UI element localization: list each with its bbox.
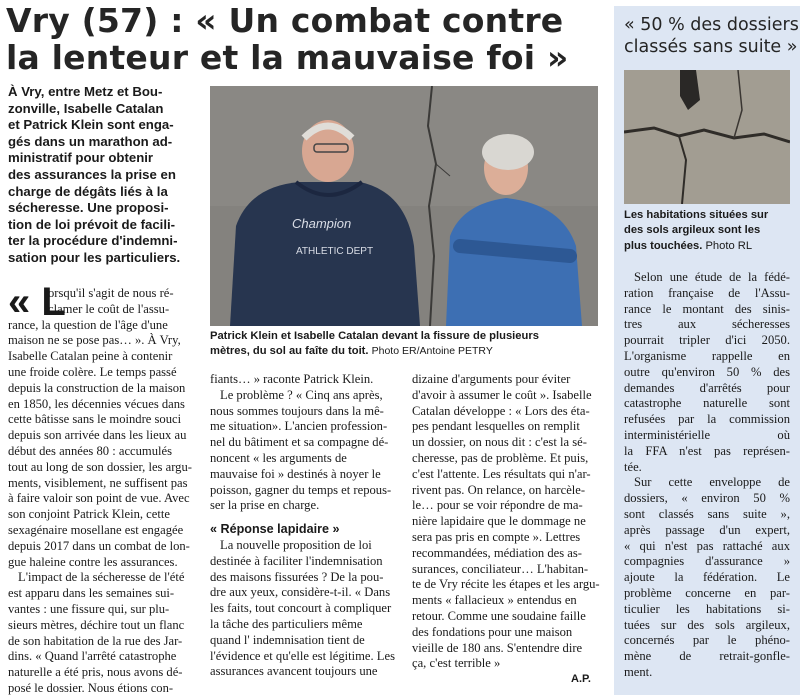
body-line: les faits, tout concourt à compliquer [210,601,392,616]
sidebar-title [624,14,799,58]
caption-text: mètres, du sol au faîte du toit. [210,345,369,357]
main-photo-illustration [210,86,598,326]
sidebar-photo-illustration [624,70,790,204]
body-line: recommandées, médiation des as- [412,545,582,560]
lead-line: gés dans un marathon ad- [8,133,173,149]
body-line: me situation». L'ancien profession- [210,419,388,434]
body-line: Le problème ? « Cinq ans après, [220,387,383,402]
body-line: posé le dossier. Nous étions con- [8,680,174,695]
body-line: vantes : une fissure qui, sur plu- [8,601,170,616]
body-line: ments « fallacieux » entendus en [412,593,577,608]
body-line: te de Vry récite les étapes et les argu- [412,577,600,592]
sidebar-line: dossiers, « environ 50 % [624,491,790,506]
sidebar-line: sont classés sans suite », [624,506,790,521]
body-line: quand l' indemnisation tient de [210,632,365,647]
body-line: la tâche des particuliers même [210,616,363,631]
sidebar-line: rance le montant des sinis- [624,301,790,316]
body-line: maison ne se pose pas… ». À Vry, [8,333,181,348]
body-line: vieille de 180 ans. S'entendre dire [412,640,583,655]
headline-line-2: la lenteur et la mauvaise foi » [6,38,569,77]
sidebar-photo-caption [624,208,796,254]
body-line: sera pas pris en compte ». Lettres [412,529,581,544]
body-line: sieurs mètres, déchire tout un flanc [8,617,185,632]
sidebar-line: Selon une étude de la fédé- [634,270,790,284]
lead-line: tion de loi prévoit de facili- [8,216,176,232]
lead-line: ministratif pour obtenir [8,150,154,166]
main-photo [210,86,598,326]
body-column-2 [210,372,402,680]
body-line: dins. « Quand l'arrêté catastrophe [8,649,177,664]
sidebar-line: Sur cette enveloppe de [634,475,790,490]
body-line: poisson, gagner du temps et repous- [210,482,392,497]
sidebar-line: mène de retrait-gonfle- [624,649,790,664]
sidebar-line: « qui n'est pas rattaché aux [624,538,790,553]
body-line: Isabelle Catalan peine à contenir [8,349,173,364]
svg-text:ATHLETIC DEPT: ATHLETIC DEPT [296,246,374,257]
body-line: cette bâtisse sans le moindre souci [8,412,182,427]
body-line: c'est l'attente. Les résultats qui n'ar- [412,466,591,481]
body-line: ments, visiblement, ne suffisent pas [8,475,188,490]
body-line: cheresse, pas de problème. Et puis, [412,450,589,465]
article-headline [6,2,606,76]
body-line: pes pendant lesquelles on remplit [412,419,580,434]
author-signature: A.P. [571,673,591,686]
sidebar-line: ticulier les habitations si- [624,601,790,616]
body-line: de son habitation de la rue des Jar- [8,633,183,648]
body-line: le… pour se voir répondre de ma- [412,498,583,513]
body-line: en 1850, les décennies vécues dans [8,396,185,411]
headline-line-1: Vry (57) : « Un combat contre [6,1,564,40]
body-line: des maisons fissurées ? De la pou- [210,569,384,584]
body-line: depuis la construction de la maison [8,380,186,395]
body-line: un dossier, on nous dit : c'est la sé- [412,435,587,450]
body-line: ça, c'est terrible » [412,656,501,671]
lead-paragraph [8,84,200,267]
body-line: tout au long de son dossier, les argu- [8,459,192,474]
sidebar-body [624,270,790,681]
body-line: à faire valoir son point de vue. Avec [8,491,190,506]
sidebar-line: ration française de l'Assu- [624,285,790,300]
sidebar-line: tres aux sécheresses [624,317,790,332]
sidebar-line: refusées par la commission [624,412,790,427]
sidebar-photo [624,70,790,204]
sidebar-line: demandes d'arrêtés pour [624,380,790,395]
body-line: dizaine d'arguments pour éviter [412,372,571,386]
sidebar-line: ment. [624,664,653,679]
sidebar-line: compagnies d'assurance » [624,554,790,569]
sidebar-line: ajoute la fédération. Le [624,570,790,585]
body-line: La nouvelle proposition de loi [220,537,372,552]
sidebar-title-line: classés sans suite » [624,37,798,57]
sidebar-box [614,6,800,695]
body-line: l'évidence et qu'elle est légitime. Les [210,648,395,663]
caption-text: des sols argileux sont les [624,224,761,237]
sidebar-line: la FFA n'est pas représen- [624,443,790,458]
body-line: son conjoint Patrick Klein, cette [8,507,170,522]
body-line: assurances avancent toujours une [210,664,378,679]
body-line: retour. Comme une soudaine faille [412,608,586,623]
body-line: nous sommes toujours dans la mê- [210,403,384,418]
main-photo-caption [210,329,602,359]
photo-credit: Photo ER/Antoine PETRY [371,345,493,357]
body-line: depuis son arrivée dans les lieux au [8,428,187,443]
body-line: fiants… » raconte Patrick Klein. [210,372,374,386]
lead-line: et Patrick Klein sont enga- [8,117,174,133]
body-line: Catalan développe : « Lors des éta- [412,403,590,418]
body-line: destinée à faciliter l'indemnisation [210,553,383,568]
sidebar-line: tuées sur des sols argileux, [624,617,790,632]
body-line: rance, la question de l'âge d'une [8,317,168,332]
body-line: orsqu'il s'agit de nous ré- [48,286,174,300]
lead-line: charge de dégâts liés à la [8,183,168,199]
body-column-3 [412,372,605,688]
body-line: rivent pas. On relance, on harcèle- [412,482,586,497]
caption-text: Patrick Klein et Isabelle Catalan devant la fissure de plusieurs [210,330,539,342]
sidebar-line: catastrophe naturelle sont [624,396,790,411]
sidebar-line: concernés par le phéno- [624,633,790,648]
body-line: une froide colère. Le temps passé [8,364,177,379]
body-line: naturelle a été pris, nous avons dé- [8,665,183,680]
body-line: des fondations pour une maison [412,624,573,639]
sidebar-line: outre qu'environ 50 % des [624,364,790,379]
sidebar-line: problème concerne en par- [624,585,790,600]
lead-line: ter la procédure d'indemni- [8,233,178,249]
lead-line: sation pour les particuliers. [8,249,181,265]
body-line: d'avoir à assumer le coût ». Isabelle [412,387,592,402]
svg-text:Champion: Champion [292,216,352,231]
caption-text: plus touchées. [624,239,703,252]
lead-line: À Vry, entre Metz et Bou- [8,84,163,99]
lead-line: des assurances la prise en [8,166,176,182]
body-line: est apparu dans les semaines sui- [8,586,175,601]
drop-cap: « L [8,280,66,324]
body-line: mauvaise foi » destinés à noyer le [210,466,381,481]
lead-line: zonville, Isabelle Catalan [8,100,164,116]
body-line: début des années 80 : accumulés [8,443,173,458]
sidebar-line: L'organisme rappelle en [624,348,790,363]
subheading: « Réponse lapidaire » [210,522,340,537]
body-line: nière lapidaire que le dommage ne [412,514,586,529]
body-line: clamer le coût de l'assu- [48,301,170,316]
body-line: sexagénaire mosellane est engagée [8,522,184,537]
body-line: ser la prise en charge. [210,498,320,513]
body-line: L'impact de la sécheresse de l'été [18,570,185,585]
body-line: depuis 2017 dans un combat de lon- [8,538,190,553]
sidebar-line: pourrait tripler d'ici 2050. [624,333,790,348]
sidebar-line: après passage d'un expert, [624,522,790,537]
body-line: dre aux yeux, considère-t-il. « Dans [210,585,391,600]
sidebar-line: tée. [624,459,642,474]
sidebar-title-line: « 50 % des dossiers [624,15,799,35]
photo-credit: Photo RL [705,239,753,252]
lead-line: sécheresse. Une proposi- [8,200,169,216]
body-column-1 [8,280,201,695]
body-line: gue haleine contre les assurances. [8,554,178,569]
body-line: nel du bâtiment et sa compagne dé- [210,435,389,450]
body-line: noncent « les arguments de [210,450,347,465]
body-line: surances, conciliateur… L'habitan- [412,561,589,576]
sidebar-line: interministérielle où [624,427,790,442]
caption-text: Les habitations situées sur [624,209,769,221]
